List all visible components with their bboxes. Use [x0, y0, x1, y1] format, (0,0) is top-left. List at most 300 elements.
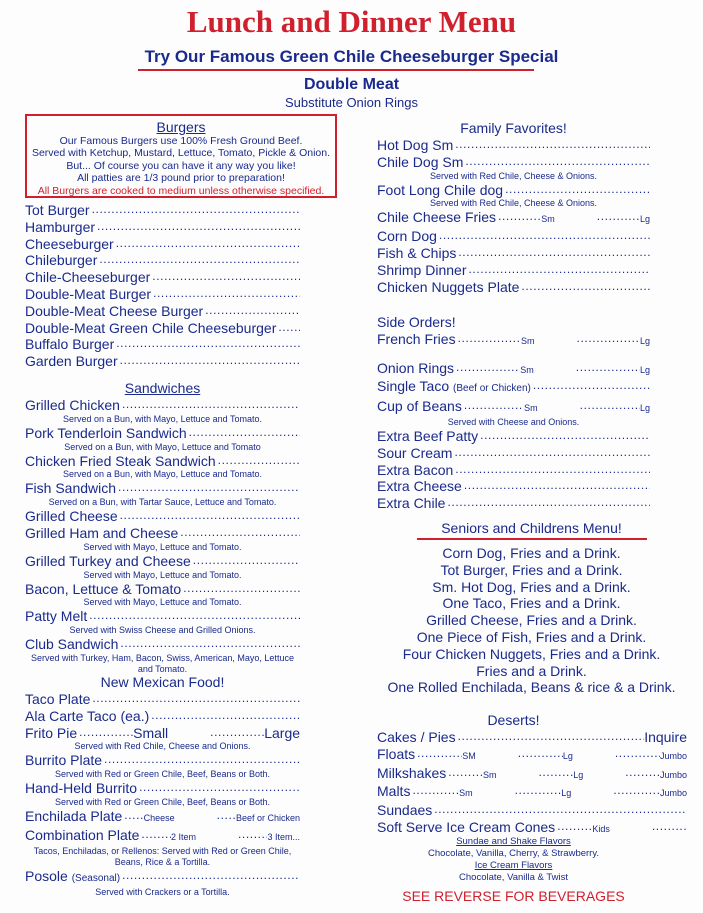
size-option-label: Jumbo: [659, 788, 687, 799]
menu-item-name: [377, 398, 462, 415]
item-name-text: Chicken Nuggets Plate: [377, 278, 520, 295]
menu-item: [25, 780, 300, 797]
flavors-block: [377, 836, 650, 904]
dot-leader: [456, 246, 650, 258]
dot-leader: [118, 509, 300, 521]
item-name-text: Grilled Ham and Cheese: [25, 524, 179, 541]
item-name-text: Extra Chile: [377, 495, 446, 512]
menu-item: [377, 209, 650, 228]
menu-item-name: [377, 462, 453, 479]
item-name-text: Posole: [25, 867, 68, 884]
menu-item-name: [25, 780, 137, 797]
dot-leader: [191, 554, 300, 566]
menu-item: [25, 453, 300, 470]
see-reverse-note: SEE REVERSE FOR BEVERAGES: [402, 887, 625, 904]
dot-leader: [77, 726, 133, 738]
seniors-item: Tot Burger, Fries and a Drink.: [440, 561, 623, 578]
seniors-heading: Seniors and Childrens Menu!: [441, 520, 622, 536]
spacer: [377, 350, 650, 360]
item-name-text: Double-Meat Green Chile Cheeseburger: [25, 319, 277, 336]
seniors-item: Sm. Hot Dog, Fries and a Drink.: [432, 578, 631, 595]
dot-leader: [575, 332, 640, 344]
double-meat-label: Double Meat: [303, 76, 400, 93]
menu-item: [377, 428, 650, 445]
sundae-flavors: Chocolate, Vanilla, Cherry, & Strawberry.: [427, 847, 600, 859]
dot-leader: [432, 803, 687, 815]
mexican-section: [25, 673, 300, 898]
item-name-text: Pork Tenderloin Sandwich: [25, 424, 187, 441]
menu-item-name: [377, 746, 415, 763]
menu-item: [377, 445, 650, 462]
item-name-text: Patty Melt: [25, 608, 88, 625]
item-name-text: Shrimp Dinner: [377, 261, 467, 278]
dot-leader: [151, 287, 300, 299]
menu-item: [25, 868, 300, 888]
dot-leader: [187, 426, 300, 438]
dot-leader: [122, 809, 143, 821]
item-name-text: Cheeseburger: [25, 235, 114, 252]
dot-leader: [445, 496, 650, 508]
dot-leader: [139, 828, 171, 840]
item-name-text: Soft Serve Ice Cream Cones: [377, 818, 556, 835]
size-option-label: Lg: [573, 769, 584, 780]
dot-leader: [203, 304, 300, 316]
menu-item-name: [377, 279, 519, 296]
menu-item-name: [377, 360, 454, 377]
menu-item-name: [25, 508, 118, 525]
item-note: Tacos, Enchiladas, or Rellenos: Served with Red or Green Chile, Beans, Rice & a Tortilla.: [33, 845, 292, 867]
item-name-text: Fish & Chips: [377, 244, 457, 261]
size-option-label: Jumbo: [659, 750, 687, 761]
menu-item: [377, 398, 650, 417]
menu-item: [25, 636, 300, 653]
menu-item-name: [25, 608, 87, 625]
menu-item: [25, 320, 300, 337]
item-name-text: Extra Beef Patty: [377, 427, 479, 444]
size-option-label: Large: [264, 724, 301, 741]
seniors-item: One Rolled Enchilada, Beans & rice & a Drink.: [387, 679, 676, 696]
menu-item: [25, 303, 300, 320]
menu-item-name: [25, 691, 90, 708]
item-name-text: Chile Dog Sm: [377, 153, 464, 170]
size-option-label: 2 Item: [170, 831, 196, 842]
menu-item-name: [25, 397, 120, 414]
dot-leader: [496, 210, 541, 222]
menu-item-name: [377, 331, 456, 348]
menu-item-name: [25, 525, 178, 542]
item-name-text: Buffalo Burger: [25, 336, 115, 353]
burgers-info-box: [25, 114, 337, 198]
menu-item: [377, 262, 650, 279]
item-name-text: Taco Plate: [25, 691, 91, 707]
dot-leader: [456, 332, 521, 344]
item-name-text: Frito Pie: [25, 724, 78, 741]
menu-item: [25, 269, 300, 286]
size-option-label: Lg: [639, 364, 650, 375]
dot-leader: [178, 526, 300, 538]
menu-item-name: [25, 353, 118, 370]
seniors-item: Fries and a Drink.: [476, 662, 587, 679]
sides-heading-text: Side Orders!: [377, 314, 456, 330]
menu-item: [25, 480, 300, 497]
menu-item: [25, 336, 300, 353]
dot-leader: [595, 210, 640, 222]
menu-item-name: [25, 219, 95, 236]
menu-item-name: [377, 765, 446, 782]
item-name-text: Corn Dog: [377, 228, 437, 245]
dot-leader: [463, 155, 650, 167]
item-name-text: Grilled Cheese: [25, 508, 118, 525]
item-name-text: Grilled Turkey and Cheese: [25, 552, 191, 569]
dot-leader: [578, 399, 640, 411]
mexican-heading: New Mexican Food!: [100, 674, 225, 690]
menu-item: [25, 608, 300, 625]
seniors-underline: [417, 538, 647, 540]
menu-item: [25, 827, 300, 846]
dot-leader: [114, 337, 300, 349]
item-name-text: Chile Cheese Fries: [377, 209, 497, 226]
sides-section: [377, 314, 650, 512]
item-name-text: Onion Rings: [377, 359, 455, 376]
menu-item-name: [25, 236, 114, 253]
menu-item: [377, 478, 650, 495]
item-name-text: Hand-Held Burrito: [25, 780, 138, 797]
item-note: Served with Red or Green Chile, Beef, Beans or Both.: [54, 796, 271, 807]
menu-item-name: [377, 228, 437, 245]
item-note: Served with Red Chile, Cheese & Onions.: [429, 170, 598, 181]
item-name-text: Ala Carte Taco (ea.): [25, 707, 150, 724]
menu-item: [377, 802, 687, 819]
dot-leader: [536, 766, 573, 778]
size-option-label: Sm: [520, 364, 534, 375]
menu-item-name: [377, 802, 432, 819]
item-note: Served with Red or Green Chile, Beef, Beans or Both.: [54, 769, 271, 780]
size-option-label: Lg: [640, 403, 651, 414]
burgers-heading: Burgers: [156, 119, 206, 135]
item-name-text: Fish Sandwich: [25, 480, 117, 497]
family-heading: Family Favorites!: [460, 120, 567, 136]
dot-leader: [452, 446, 650, 458]
dot-leader: [454, 361, 520, 373]
seniors-item: Corn Dog, Fries and a Drink.: [442, 545, 621, 561]
menu-item: [377, 279, 650, 296]
dot-leader: [456, 730, 645, 742]
size-option-label: Sm: [459, 788, 473, 799]
size-option-label: 3 Item...: [267, 831, 300, 842]
dot-leader: [466, 263, 650, 275]
menu-item-name: [377, 819, 555, 836]
dot-leader: [415, 747, 462, 759]
menu-item: [377, 765, 687, 784]
size-option-label: SM: [462, 750, 476, 761]
seniors-item: One Taco, Fries and a Drink.: [442, 595, 621, 612]
menu-item: [25, 425, 300, 442]
sandwiches-list: [25, 397, 300, 675]
size-option-label: Small: [133, 724, 169, 741]
menu-item-name: [377, 262, 466, 279]
dot-leader: [95, 220, 300, 232]
dot-leader: [97, 253, 300, 265]
menu-item-name: [25, 286, 151, 303]
menu-item: [25, 286, 300, 303]
item-name-text: Single Taco: [377, 378, 450, 395]
item-name-text: Double-Meat Burger: [25, 285, 152, 302]
seniors-item: Four Chicken Nuggets, Fries and a Drink.: [402, 645, 661, 662]
menu-item: [25, 202, 300, 219]
special-banner: Try Our Famous Green Chile Cheeseburger Special: [144, 47, 559, 66]
item-name-text: Bacon, Lettuce & Tomato: [25, 580, 182, 597]
dot-leader: [181, 582, 300, 594]
burgers-list: [25, 202, 300, 370]
item-name-text: French Fries: [377, 330, 456, 347]
dot-leader: [410, 784, 459, 796]
item-name-text: Hot Dog Sm: [377, 137, 454, 153]
menu-item-name: [377, 378, 531, 398]
menu-item: [25, 353, 300, 370]
sides-list: [377, 331, 650, 512]
dot-leader: [574, 361, 640, 373]
item-name-text: Milkshakes: [377, 764, 447, 781]
item-name-text: Enchilada Plate: [25, 807, 123, 824]
menu-item: [25, 236, 300, 253]
menu-item-name: [25, 725, 77, 742]
item-name-text: Extra Bacon: [377, 461, 454, 478]
dot-leader: [118, 354, 300, 366]
item-name-text: Cup of Beans: [377, 398, 462, 415]
dot-leader: [102, 753, 300, 765]
dot-leader: [478, 429, 650, 441]
item-name-text: Grilled Chicken: [25, 397, 120, 413]
menu-item: [377, 245, 650, 262]
item-name-text: Double-Meat Cheese Burger: [25, 302, 204, 319]
item-note: Served on a Bun, with Tartar Sauce, Lettuce and Tomato.: [48, 497, 277, 508]
item-note: Served with Red Chile, Cheese and Onions.: [74, 741, 251, 752]
menu-item-name: [377, 445, 452, 462]
menu-item: [25, 808, 300, 827]
menu-item: [25, 581, 300, 598]
family-list: [377, 137, 650, 295]
item-note: Served with Swiss Cheese and Grilled Onions.: [69, 625, 256, 636]
dot-leader: [462, 399, 524, 411]
dot-leader: [114, 237, 300, 249]
menu-item-name: [25, 808, 122, 825]
item-name-text: Club Sandwich: [25, 636, 119, 653]
dot-leader: [90, 692, 300, 704]
menu-item-name: [377, 478, 462, 495]
menu-item: [377, 154, 650, 171]
ice-cream-flavors-heading: Ice Cream Flavors: [474, 859, 553, 871]
menu-item: [25, 725, 300, 742]
item-note: Served with Mayo, Lettuce and Tomato.: [83, 569, 242, 580]
menu-item-name: [25, 202, 90, 219]
sides-heading: [377, 314, 650, 331]
menu-item: [377, 746, 687, 765]
family-section: [377, 119, 650, 295]
item-name-text: Hamburger: [25, 218, 96, 235]
ice-cream-flavors: Chocolate, Vanilla & Twist: [459, 871, 568, 883]
dot-leader: [516, 747, 563, 759]
menu-item: [377, 182, 650, 199]
dot-leader: [613, 747, 660, 759]
dot-leader: [555, 820, 592, 832]
dot-leader: [453, 138, 650, 150]
seniors-item: One Piece of Fish, Fries and a Drink.: [416, 628, 647, 645]
item-name-text: Foot Long Chile dog: [377, 181, 504, 198]
menu-item-name: [25, 553, 191, 570]
dot-leader: [462, 479, 650, 491]
item-name-detail: (Beef or Chicken): [453, 383, 531, 395]
dot-leader: [611, 784, 660, 796]
menu-item: [377, 783, 687, 802]
item-name-text: Burrito Plate: [25, 752, 103, 769]
menu-item-name: [25, 320, 276, 337]
burgers-info-line: But... Of course you can have it any way you like!: [66, 159, 296, 172]
menu-item-name: [25, 708, 149, 725]
menu-item: [25, 252, 300, 269]
menu-item: [377, 228, 650, 245]
size-option-label: Beef or Chicken: [235, 812, 300, 823]
menu-item-name: [25, 453, 216, 470]
size-option-label: Lg: [640, 214, 651, 225]
dot-leader: [215, 809, 236, 821]
dot-leader: [149, 709, 300, 721]
size-option-label: Lg: [639, 335, 650, 346]
menu-item-name: [377, 783, 410, 800]
mexican-list: [25, 691, 300, 898]
item-note: Served on a Bun, with Mayo, Lettuce and Tomato: [64, 441, 261, 452]
item-name-text: Cakes / Pies: [377, 729, 456, 745]
size-option-label: Jumbo: [659, 769, 687, 780]
item-name-detail: (Seasonal): [71, 872, 121, 884]
menu-item-name: [377, 245, 456, 262]
menu-item: [25, 397, 300, 414]
dot-leader: [276, 321, 300, 333]
item-name-text: Chileburger: [25, 252, 98, 269]
size-option-label: Sm: [524, 403, 538, 414]
item-name-text: Combination Plate: [25, 826, 140, 843]
item-name-text: Chile-Cheeseburger: [25, 269, 151, 286]
size-option-label: Sm: [482, 769, 497, 780]
menu-item-name: [377, 495, 445, 512]
menu-item-name: [377, 182, 503, 199]
sandwiches-heading: Sandwiches: [124, 380, 201, 396]
dot-leader: [623, 766, 660, 778]
item-note: Served on a Bun, with Mayo, Lettuce and Tomato.: [63, 413, 262, 424]
item-note: Served with Red Chile, Cheese & Onions.: [429, 198, 598, 209]
menu-item-name: [25, 336, 114, 353]
menu-item: [377, 331, 650, 350]
item-note: Served with Turkey, Ham, Bacon, Swiss, American, Mayo, Lettuce and Tomato.: [31, 652, 294, 674]
item-note: Served with Crackers or a Tortilla.: [95, 887, 230, 898]
dot-leader: [118, 637, 300, 649]
menu-item: [377, 137, 650, 154]
size-option-label: Kids: [592, 823, 610, 834]
menu-item: [25, 553, 300, 570]
burgers-info-line: All patties are 1/3 pound prior to preparation!: [77, 172, 285, 185]
dot-leader: [531, 379, 650, 391]
dot-leader: [120, 398, 300, 410]
substitute-label: Substitute Onion Rings: [285, 95, 418, 110]
special-underline: [138, 69, 534, 71]
menu-item-name: [25, 827, 139, 844]
menu-item-name: [25, 252, 97, 269]
deserts-section: [377, 711, 687, 904]
item-name-text: Floats: [377, 745, 416, 762]
menu-item: [377, 462, 650, 479]
menu-item: [25, 708, 300, 725]
menu-item-name: [377, 209, 496, 226]
menu-item-name: [25, 581, 181, 598]
item-name-text: Tot Burger: [25, 202, 90, 218]
menu-item-name: [377, 428, 478, 445]
menu-item: [377, 378, 650, 398]
menu-item-name: [377, 154, 463, 171]
item-note: Served with Cheese and Onions.: [447, 416, 580, 427]
seniors-list: [360, 545, 703, 696]
dot-leader: [120, 869, 300, 881]
size-option-label: Sm: [541, 214, 555, 225]
menu-item: [377, 495, 650, 512]
menu-item-name: [25, 636, 118, 653]
dot-leader: [453, 463, 650, 475]
menu-item-name: [25, 303, 203, 320]
dot-leader: [503, 183, 650, 195]
item-name-text: Sundaes: [377, 802, 433, 819]
deserts-heading: Deserts!: [487, 712, 540, 728]
menu-title: Lunch and Dinner Menu: [186, 4, 517, 39]
sundae-flavors-heading: Sundae and Shake Flavors: [456, 835, 571, 847]
dot-leader: [90, 203, 300, 215]
sandwiches-section: [25, 379, 300, 675]
dot-leader: [446, 766, 483, 778]
menu-item-name: [25, 480, 116, 497]
menu-item: [377, 729, 687, 746]
dot-leader: [150, 270, 300, 282]
menu-item-name: [25, 868, 120, 888]
item-note: Served with Mayo, Lettuce and Tomato.: [83, 597, 242, 608]
menu-item-name: [25, 425, 187, 442]
menu-item: [25, 525, 300, 542]
seniors-item: Grilled Cheese, Fries and a Drink.: [426, 612, 637, 629]
dot-leader: [650, 820, 687, 832]
dot-leader: [437, 229, 650, 241]
menu-item-name: [377, 137, 453, 154]
menu-item-name: [25, 752, 102, 769]
dot-leader: [236, 828, 268, 840]
menu-item: [25, 508, 300, 525]
seniors-heading-wrap: [360, 519, 703, 540]
item-name-text: Chicken Fried Steak Sandwich: [25, 452, 216, 469]
dot-leader: [87, 609, 300, 621]
menu-item: [25, 219, 300, 236]
burgers-info-line: Our Famous Burgers use 100% Fresh Ground Beef.: [59, 135, 303, 147]
size-option-label: Lg: [561, 788, 572, 799]
size-option-label: Sm: [521, 335, 535, 346]
dot-leader: [208, 726, 264, 738]
burgers-warning: All Burgers are cooked to medium unless otherwise specified.: [37, 184, 325, 197]
menu-item: [377, 360, 650, 379]
size-option-label: Cheese: [143, 812, 175, 823]
menu-item-name: [377, 729, 456, 746]
dot-leader: [513, 784, 562, 796]
menu-item-name: [25, 269, 150, 286]
dot-leader: [137, 781, 300, 793]
menu-item: [25, 691, 300, 708]
burgers-info-line: Served with Ketchup, Mustard, Lettuce, Tomato, Pickle & Onion.: [31, 147, 331, 160]
item-note: Served on a Bun, with Mayo, Lettuce and Tomato.: [63, 469, 262, 480]
dot-leader: [116, 481, 300, 493]
item-name-text: Garden Burger: [25, 353, 118, 370]
